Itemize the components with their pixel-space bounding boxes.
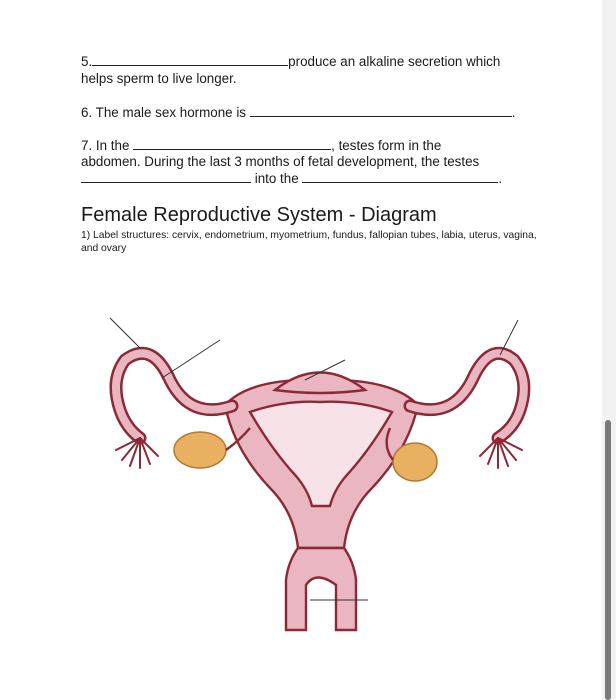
question-6-text: 6. The male sex hormone is [81,105,246,120]
question-6-period: . [511,105,516,120]
section-title: Female Reproductive System - Diagram [81,204,437,226]
question-7-line-3 [81,170,502,187]
right-fimbriae [480,438,522,468]
section-instructions: 1) Label structures: cervix, endometrium, myometrium, fundus, fallopian tubes, labia, uterus, vagina, and ovary [81,230,537,254]
diagram-drawing [110,318,524,630]
right-fallopian-tube [410,353,524,438]
question-6 [81,104,515,121]
left-fallopian-tube [116,353,232,438]
question-5-blank [92,53,288,66]
question-7-line-2: abdomen. During the last 3 months of fetal development, the testes [81,154,480,169]
scrollbar-thumb[interactable] [605,420,611,700]
question-7-end: . [498,171,503,186]
question-7-start: 7. In the [81,138,130,153]
question-7-blank-3 [302,170,498,183]
left-fimbriae [116,438,158,468]
left-ovary [174,432,226,468]
question-5-text: produce an alkaline secretion which [288,54,501,69]
question-5-line-1 [81,53,500,70]
question-5-number: 5. [81,54,93,69]
question-5-line-2: helps sperm to live longer. [81,71,237,86]
question-6-blank [250,104,512,117]
question-7-blank-1 [133,137,331,150]
question-7-middle: into the [254,171,299,186]
female-reproductive-diagram [100,300,540,640]
right-ovary [393,443,437,481]
question-7-after-blank: , testes form in the [331,138,442,153]
question-7-blank-2 [81,170,251,183]
cervix [286,548,356,630]
question-7-line-1 [81,137,441,154]
fundus [275,373,365,394]
